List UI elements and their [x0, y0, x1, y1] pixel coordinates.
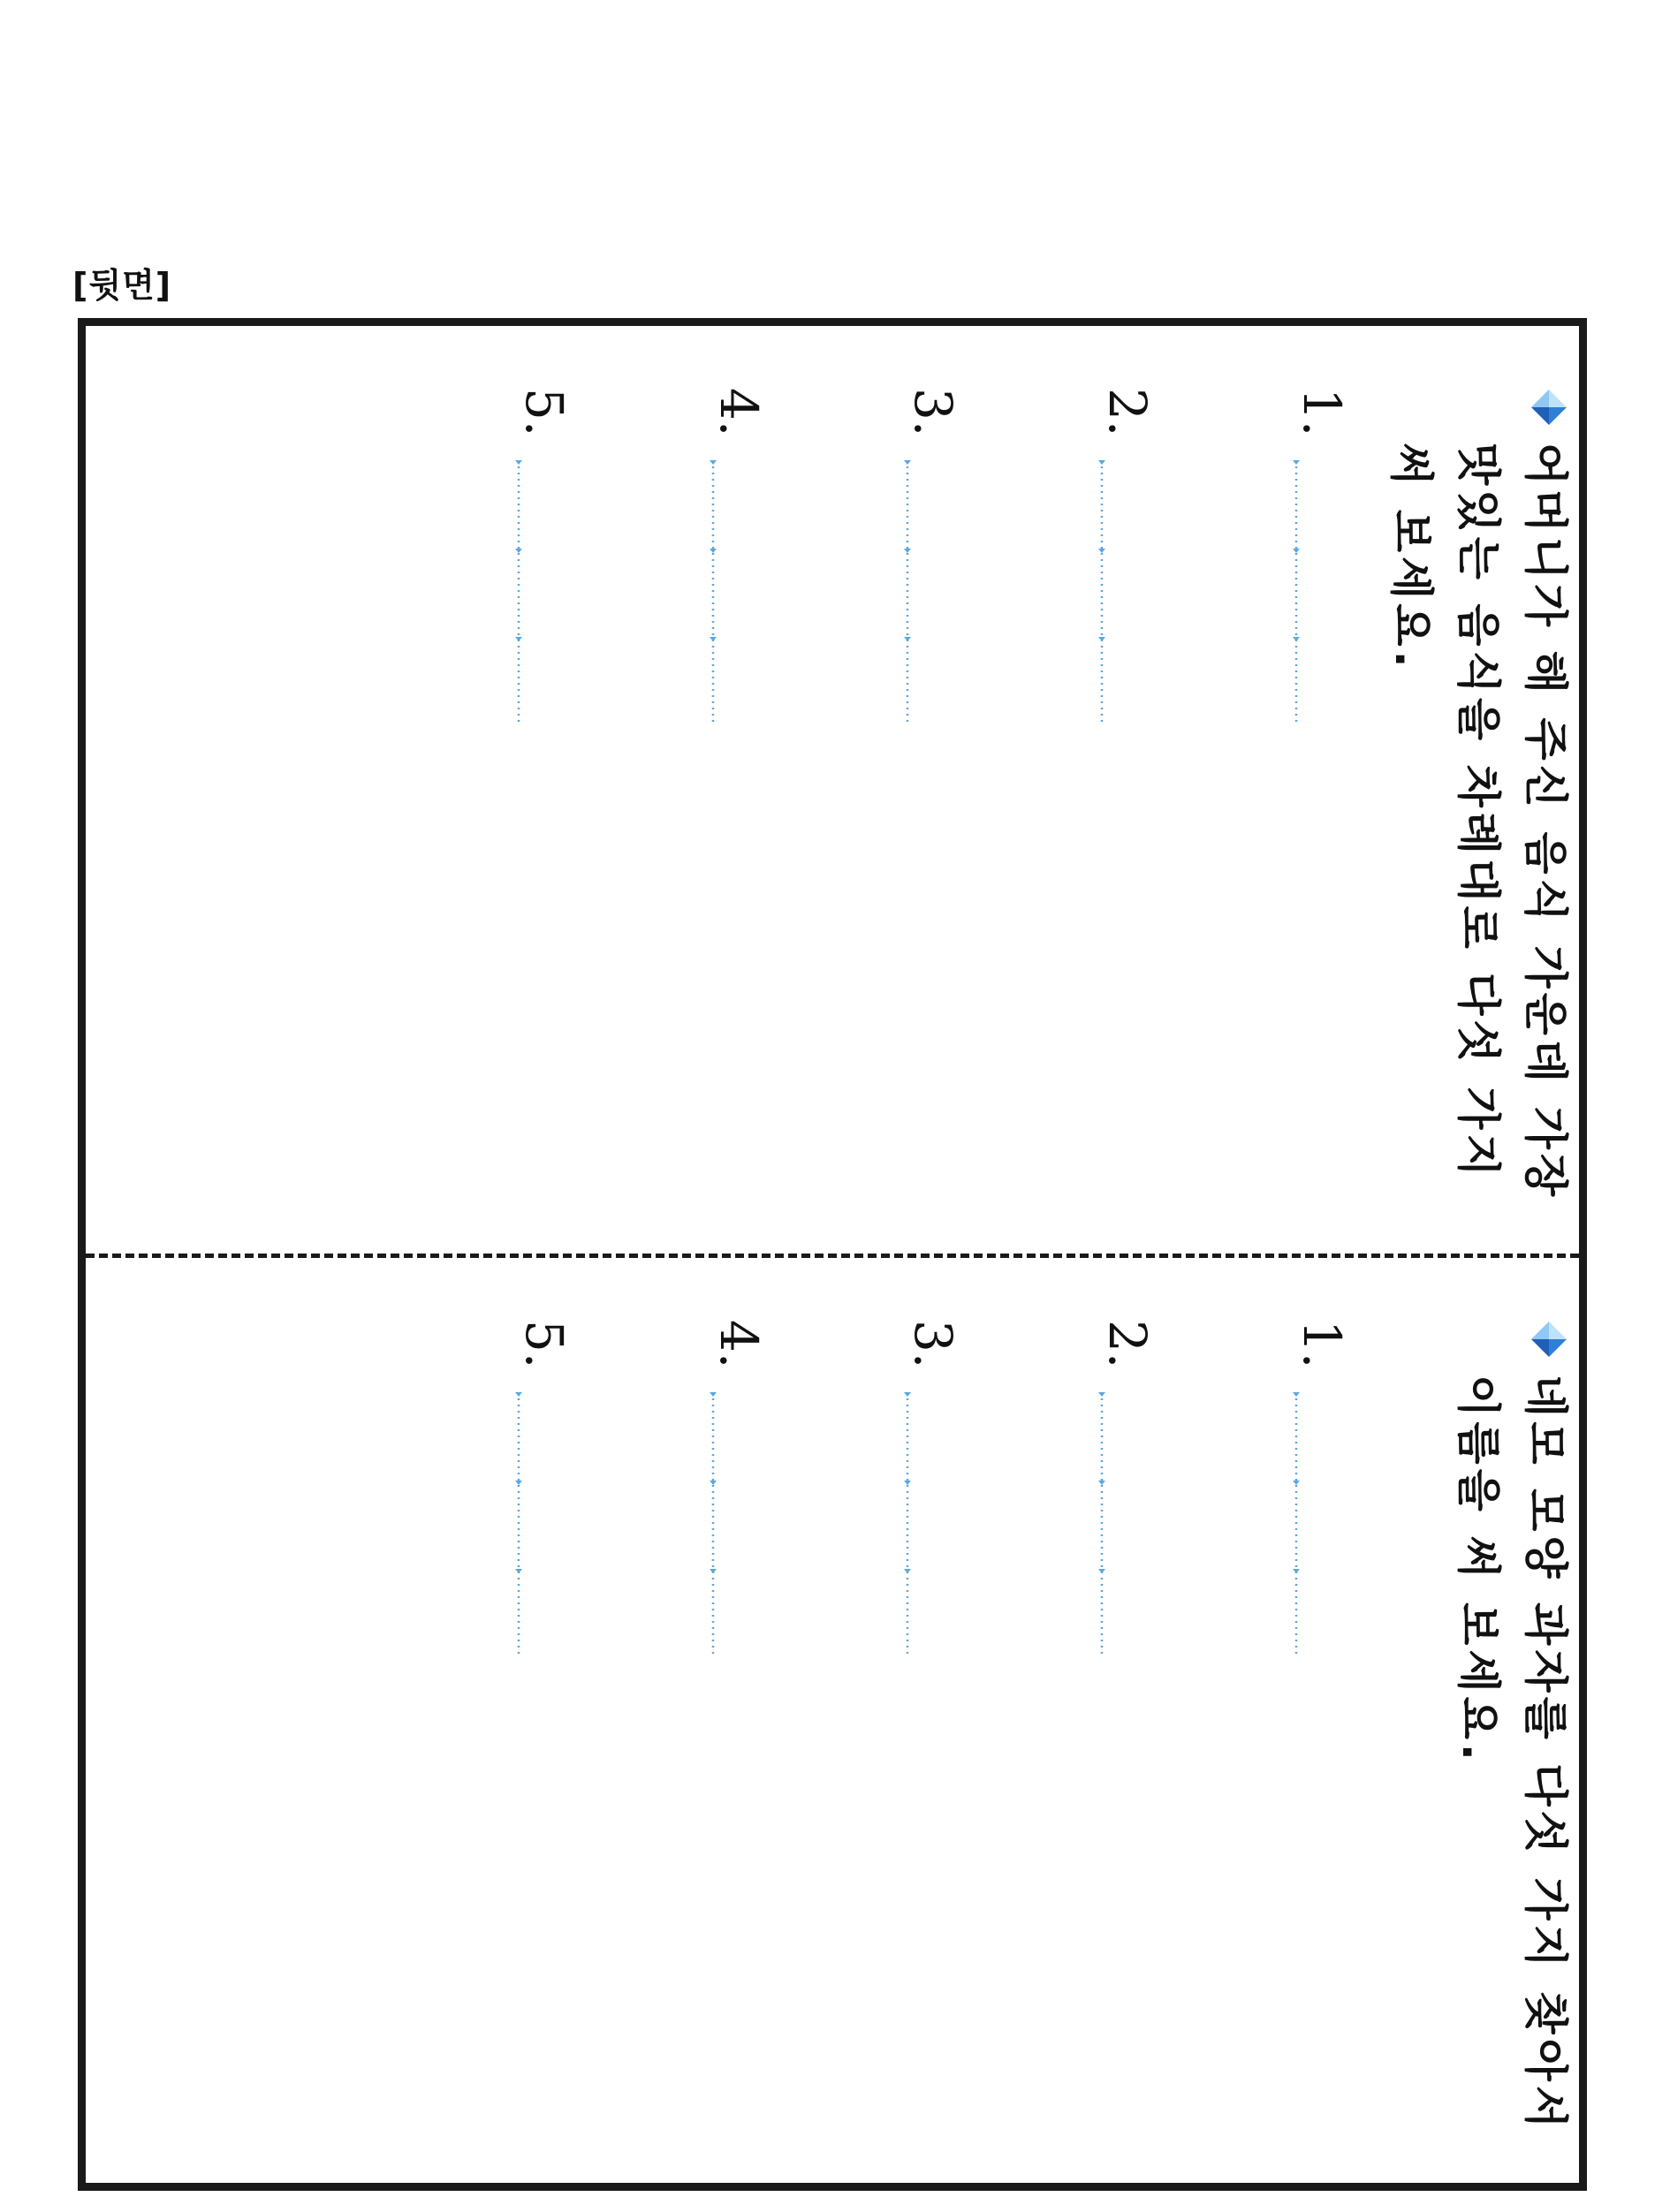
answer-number: 1. [1292, 388, 1352, 437]
diamond-bullet-icon [1530, 1320, 1568, 1359]
answer-number: 1. [1292, 1320, 1352, 1369]
answer-row [893, 388, 964, 1165]
answer-number: 2. [1097, 1320, 1158, 1369]
question-text: 어머니가 해 주신 음식 가운데 가장 맛있는 음식을 차례대로 다섯 가지 써 보세요. [1385, 443, 1571, 1201]
answer-number: 3. [903, 1320, 963, 1369]
answer-line[interactable] [902, 1392, 913, 1657]
answer-number: 5. [514, 388, 574, 437]
answer-number: 4. [709, 388, 769, 437]
answer-line[interactable] [513, 460, 524, 725]
answer-row [505, 388, 575, 1165]
answer-row [893, 1320, 964, 2097]
answer-line[interactable] [1291, 460, 1302, 725]
answer-row [699, 1320, 770, 2097]
answer-number: 2. [1097, 388, 1158, 437]
answer-row [505, 1320, 575, 2097]
diamond-bullet-icon [1530, 388, 1568, 427]
answer-line[interactable] [1291, 1392, 1302, 1657]
answer-line[interactable] [902, 460, 913, 725]
question [1378, 388, 1579, 1236]
question-text: 네모 모양 과자를 다섯 가지 찾아서 이름을 써 보세요. [1453, 1375, 1571, 2133]
answer-number: 5. [514, 1320, 574, 1369]
answer-row [1088, 1320, 1158, 2097]
answer-line[interactable] [1097, 460, 1107, 725]
page-label: [뒷면] [72, 266, 172, 305]
answer-line[interactable] [1097, 1392, 1107, 1657]
answer-row [1282, 388, 1353, 1165]
panel-favorite-foods [86, 344, 1579, 1227]
answer-number: 3. [903, 388, 963, 437]
answer-line[interactable] [708, 1392, 718, 1657]
question [1445, 1320, 1579, 2168]
worksheet-frame [78, 318, 1587, 2191]
answer-line[interactable] [708, 460, 718, 725]
fold-line [86, 1254, 1579, 1258]
answer-row [1088, 388, 1158, 1165]
answer-row [699, 388, 770, 1165]
answer-row [1282, 1320, 1353, 2097]
answer-number: 4. [709, 1320, 769, 1369]
panel-square-snacks [86, 1276, 1579, 2159]
answer-line[interactable] [513, 1392, 524, 1657]
